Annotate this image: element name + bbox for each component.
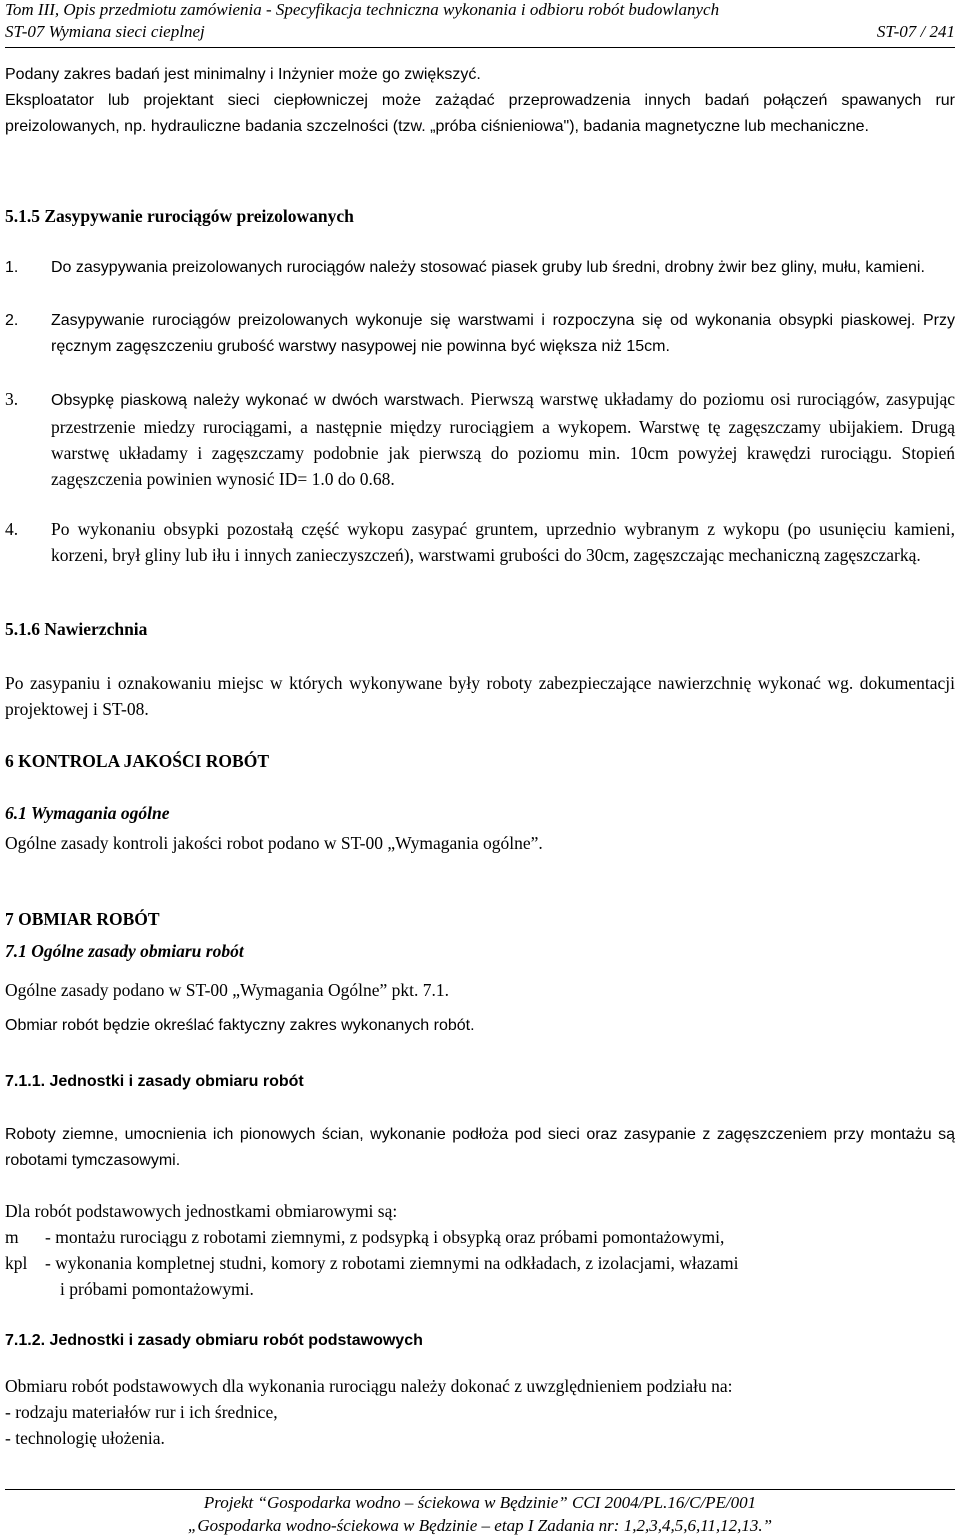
unit-description: - montażu rurociągu z robotami ziemnymi, z podsypką i obsypką oraz próbami pomontażowymi, xyxy=(45,1227,725,1247)
unit-description: - wykonania kompletnej studni, komory z robotami ziemnymi na odkładach, z izolacjami, włazami xyxy=(45,1253,739,1273)
units-lead: Dla robót podstawowych jednostkami obmiarowymi są: xyxy=(5,1201,398,1221)
list-item xyxy=(5,308,955,360)
unit-definition xyxy=(5,1224,955,1250)
list-item-text: Zasypywanie rurociągów preizolowanych wykonuje się warstwami i rozpoczyna się od wykonania obsypki piaskowej. Przy ręcznym zagęszczeniu grubość warstwy nasypowej nie powinna być większa niż 15cm. xyxy=(51,312,956,355)
section-7-1-text-2: Obmiar robót będzie określać faktyczny zakres wykonanych robót. xyxy=(5,1017,475,1034)
list-item-text: Obsypkę piaskową należy wykonać w dwóch warstwach. Pierwszą warstwę układamy do poziomu osi rurociągów, zasypując przestrzenie miedzy rurociągami, a następnie między rurociągiem a wykopem. Warstwę tę zagęszczamy ubijakiem. Drugą warstwę układamy i zagęszczamy podobnie jak pierwszą do poziomu min. 10cm powyżej krawędzi rurociągu. Stopień zagęszczenia powinien wynosić ID= 1.0 do 0.68. xyxy=(51,389,956,489)
list-item xyxy=(5,255,955,281)
section-6-1-text: Ogólne zasady kontroli jakości robot podano w ST-00 „Wymagania ogólne”. xyxy=(5,833,543,853)
list-item-number: 2. xyxy=(5,312,19,329)
running-header-title: Tom III, Opis przedmiotu zamówienia - Specyfikacja techniczna wykonania i odbioru robót budowlanych xyxy=(5,0,720,19)
section-5-1-6-title: 5.1.6 Nawierzchnia xyxy=(5,619,148,639)
section-7-title: 7 OBMIAR ROBÓT xyxy=(5,909,160,929)
section-7-1-1-title: 7.1.1. Jednostki i zasady obmiaru robót xyxy=(5,1073,304,1090)
section-6-1-title: 6.1 Wymagania ogólne xyxy=(5,803,170,823)
section-7-1-title: 7.1 Ogólne zasady obmiaru robót xyxy=(5,941,244,961)
list-item-number: 1. xyxy=(5,259,19,276)
list-item-number: 4. xyxy=(5,519,19,539)
footer-rule xyxy=(5,1489,955,1490)
list-item xyxy=(5,386,955,492)
section-7-1-2-bullet: - rodzaju materiałów rur i ich średnice, xyxy=(5,1402,278,1422)
list-item-text: Do zasypywania preizolowanych rurociągów należy stosować piasek gruby lub średni, drobny żwir bez gliny, mułu, kamieni. xyxy=(51,259,925,276)
unit-definition xyxy=(5,1250,955,1302)
intro-paragraph: Eksploatator lub projektant sieci ciepłowniczej może zażądać przeprowadzenia innych badań połączeń spawanych rur preizolowanych, np. hydrauliczne badania szczelności (tzw. „próba ciśnieniowa"), badania magnetyczne lub mechaniczne. xyxy=(5,92,955,135)
header-rule xyxy=(5,47,955,48)
header-spec-name: ST-07 Wymiana sieci cieplnej xyxy=(5,22,205,41)
section-7-1-1-paragraph: Roboty ziemne, umocnienia ich pionowych ścian, wykonanie podłoża pod sieci oraz zasypanie z zagęszczeniem przy montażu są robotami tymczasowymi. xyxy=(5,1126,955,1169)
section-7-1-2-text: Obmiaru robót podstawowych dla wykonania rurociągu należy dokonać z uwzględnieniem podziału na: xyxy=(5,1376,733,1396)
list-item-number: 3. xyxy=(5,389,19,409)
section-6-title: 6 KONTROLA JAKOŚCI ROBÓT xyxy=(5,751,270,771)
header-page-number: ST-07 / 241 xyxy=(876,22,955,41)
section-5-1-6-text: Po zasypaniu i oznakowaniu miejsc w których wykonywane były roboty zabezpieczające nawierzchnię wykonać wg. dokumentacji projektowej i ST-08. xyxy=(5,673,955,719)
section-7-1-2-bullet: - technologię ułożenia. xyxy=(5,1428,165,1448)
unit-key: kpl xyxy=(5,1253,28,1273)
unit-key: m xyxy=(5,1227,19,1247)
footer-project-line: Projekt “Gospodarka wodno – ściekowa w Będzinie” CCI 2004/PL.16/C/PE/001 xyxy=(203,1493,757,1512)
intro-line: Podany zakres badań jest minimalny i Inżynier może go zwiększyć. xyxy=(5,66,481,83)
section-5-1-5-title: 5.1.5 Zasypywanie rurociągów preizolowanych xyxy=(5,206,354,226)
list-item-text: Po wykonaniu obsypki pozostałą część wykopu zasypać gruntem, uprzednio wybranym z wykopu (po usunięciu kamieni, korzeni, brył gliny lub iłu i innych zanieczyszczeń), warstwami grubości do 30cm, zagęszczając mechaniczną zagęszczarką. xyxy=(51,519,955,565)
list-item xyxy=(5,516,955,568)
unit-description-continued: i próbami pomontażowymi. xyxy=(60,1279,254,1299)
footer-task-line: „Gospodarka wodno-ściekowa w Będzinie – etap I Zadania nr: 1,2,3,4,5,6,11,12,13.” xyxy=(187,1516,773,1535)
section-7-1-text: Ogólne zasady podano w ST-00 „Wymagania Ogólne” pkt. 7.1. xyxy=(5,980,449,1000)
section-7-1-2-title: 7.1.2. Jednostki i zasady obmiaru robót podstawowych xyxy=(5,1332,423,1349)
running-header-line xyxy=(5,22,955,42)
